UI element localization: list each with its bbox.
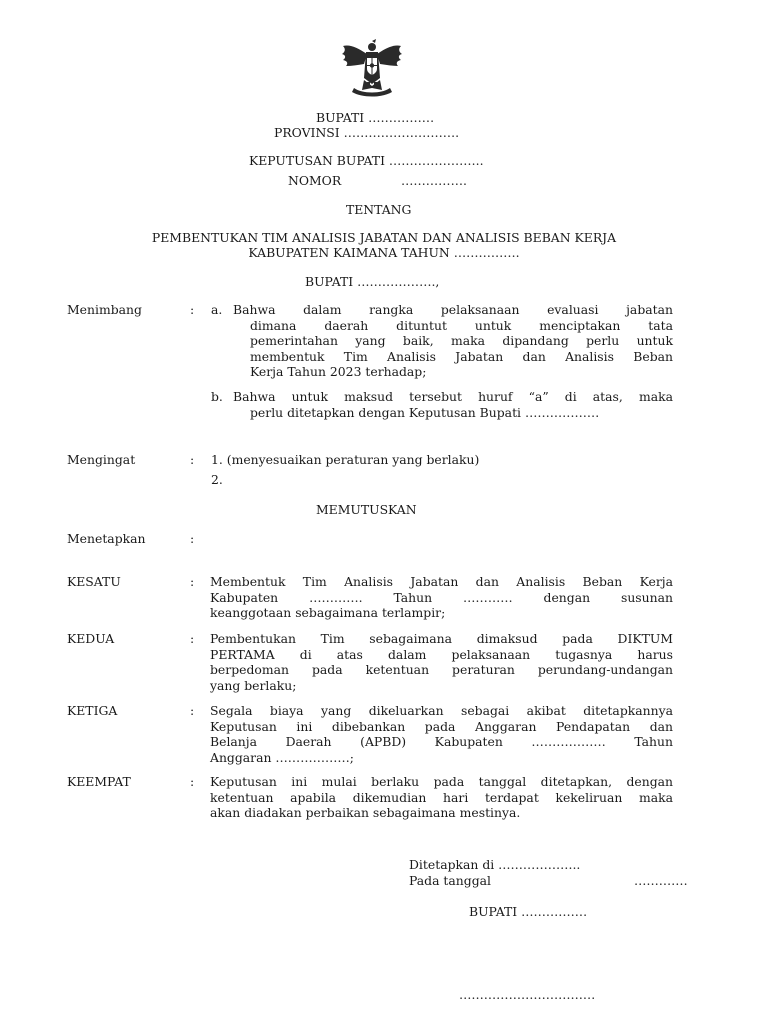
text-line: keanggotaan sebagaimana terlampir; [210,605,446,620]
header-nomor-label: NOMOR [288,173,342,188]
text-line: membentuk Tim Analisis Jabatan dan Analisis Beban [250,348,673,364]
header-bupati-sign: BUPATI ………………., [305,274,440,289]
mengingat-colon: : [190,452,195,467]
footer-tanggal-value: …………. [634,873,688,888]
menimbang-b-text [233,389,673,420]
text-line: dimana daerah dituntut untuk menciptakan tata [250,317,673,333]
text-line: Anggaran ………………; [210,749,354,765]
header-tentang: TENTANG [346,202,412,217]
ketiga-text [210,703,673,765]
ketiga-colon: : [190,703,195,718]
menimbang-label: Menimbang [67,302,142,317]
kedua-label: KEDUA [67,631,115,646]
document-title-line-1: PEMBENTUKAN TIM ANALISIS JABATAN DAN ANALISIS BEBAN KERJA [151,230,617,245]
text-line: berpedoman pada ketentuan peraturan perundang-undangan [210,662,673,677]
text-line: Bahwa dalam rangka pelaksanaan evaluasi jabatan [233,302,673,317]
header-bupati: BUPATI ……………. [316,110,435,125]
footer-ditetapkan: Ditetapkan di ……………….. [409,857,581,872]
kesatu-colon: : [190,574,195,589]
document-title-line-2: KABUPATEN KAIMANA TAHUN ……………. [248,245,520,260]
menetapkan-colon: : [190,531,195,546]
menimbang-a-text [233,302,673,380]
text-line: ketentuan apabila dikemudian hari terdapat kekeliruan maka [210,789,673,805]
text-line: Membentuk Tim Analisis Jabatan dan Analisis Beban Kerja [210,574,673,589]
text-line: Bahwa untuk maksud tersebut huruf “a” di atas, maka [233,389,673,404]
header-keputusan: KEPUTUSAN BUPATI ………………….. [249,153,484,168]
text-line: PERTAMA di atas dalam pelaksanaan tugasnya harus [210,646,673,662]
text-line: Kabupaten …………. Tahun ………… dengan susunan [210,589,673,605]
menetapkan-label: Menetapkan [67,531,146,546]
kesatu-text [210,574,673,621]
mengingat-item-2: 2. [211,472,223,487]
text-line: akan diadakan perbaikan sebagaimana mestinya. [210,805,521,820]
kedua-colon: : [190,631,195,646]
mengingat-label: Mengingat [67,452,136,467]
footer-signature-line: …………………………… [459,987,596,1002]
kesatu-label: KESATU [67,574,121,589]
text-line: Keputusan ini dibebankan pada Anggaran Pendapatan dan [210,718,673,734]
footer-bupati: BUPATI ……………. [469,904,588,919]
text-line: perlu ditetapkan dengan Keputusan Bupati ……………… [250,404,600,420]
text-line: Keputusan ini mulai berlaku pada tanggal ditetapkan, dengan [210,774,673,789]
text-line: pemerintahan yang baik, maka dipandang perlu untuk [250,333,673,348]
menimbang-a-marker: a. [211,302,223,317]
text-line: Pembentukan Tim sebagaimana dimaksud pada DIKTUM [210,631,673,646]
text-line: Kerja Tahun 2023 terhadap; [250,364,427,379]
keempat-label: KEEMPAT [67,774,131,789]
ketiga-label: KETIGA [67,703,118,718]
footer-pada-tanggal: Pada tanggal [409,873,491,888]
kedua-text [210,631,673,693]
header-provinsi: PROVINSI ………………………. [274,125,460,140]
keempat-text [210,774,673,821]
keempat-colon: : [190,774,195,789]
mengingat-item-1: 1. (menyesuaikan peraturan yang berlaku) [211,452,480,467]
menimbang-colon: : [190,302,195,317]
text-line: Segala biaya yang dikeluarkan sebagai akibat ditetapkannya [210,703,673,718]
text-line: Belanja Daerah (APBD) Kabupaten ……………… Tahun [210,734,673,749]
header-nomor-value: ……………. [401,173,467,188]
menimbang-b-marker: b. [211,389,223,404]
garuda-emblem-icon [340,38,404,98]
text-line: yang berlaku; [210,677,297,693]
memutuskan-heading: MEMUTUSKAN [316,502,417,517]
